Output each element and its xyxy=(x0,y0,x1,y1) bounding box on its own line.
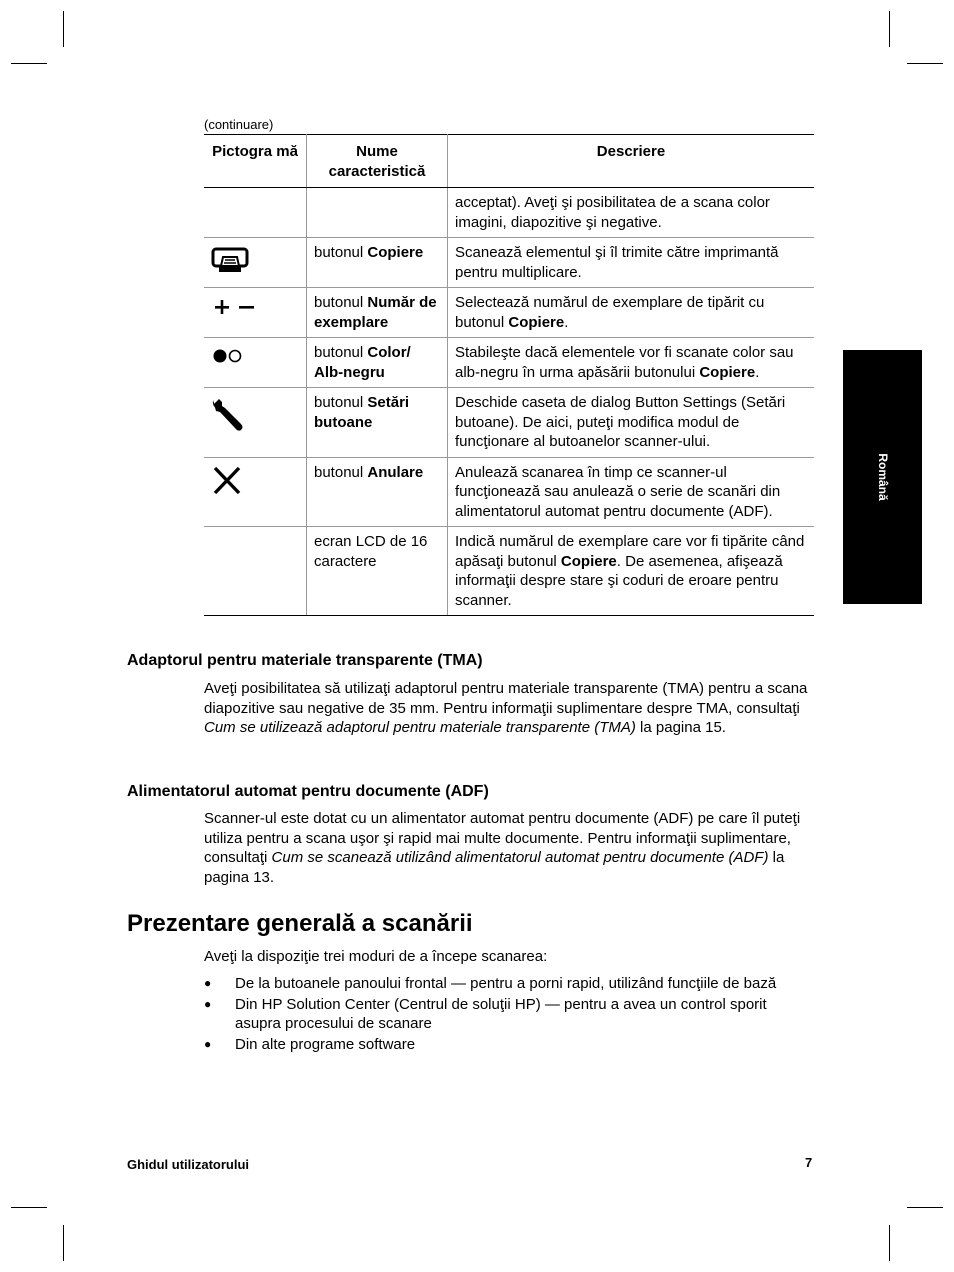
crop-mark xyxy=(889,11,890,47)
icon-cell xyxy=(204,388,307,458)
continuation-label: (continuare) xyxy=(204,117,274,132)
tma-text: Aveţi posibilitatea să utilizaţi adaptorul pentru materiale transparente (TMA) pentru a scana diapozitive sau negative de 35 mm. Pentru informaţii suplimentare despre TMA, consultaţi xyxy=(204,680,808,717)
tma-text-suffix: la pagina 15. xyxy=(635,719,726,736)
feature-name-bold: Color/ Alb-negru xyxy=(314,344,411,381)
description-text: Selectează numărul de exemplare de tipărit cu butonul xyxy=(455,294,765,331)
feature-name-cell xyxy=(307,457,448,527)
description-bold: Copiere xyxy=(508,313,565,331)
adf-paragraph xyxy=(204,809,814,887)
feature-name-prefix: butonul xyxy=(314,344,368,361)
feature-name-prefix: ecran LCD de 16 caractere xyxy=(314,533,428,570)
cancel-x-icon xyxy=(211,466,245,496)
feature-name-prefix: butonul xyxy=(314,294,368,311)
description-bold: Copiere xyxy=(560,552,617,570)
table-row xyxy=(204,288,814,338)
icon-cell xyxy=(204,288,307,338)
feature-name-bold: Copiere xyxy=(367,244,424,261)
list-item: ● Din HP Solution Center (Centrul de soluţii HP) — pentru a avea un control sporit asupra procesului de scanare xyxy=(204,995,814,1034)
language-side-tab xyxy=(843,350,922,604)
list-item: ● Din alte programe software xyxy=(204,1035,814,1055)
feature-name-cell xyxy=(307,388,448,458)
description-text: Indică numărul de exemplare care vor fi tipărite când apăsaţi butonul xyxy=(455,533,805,570)
description-text: Stabileşte dacă elementele vor fi scanate color sau alb-negru în urma apăsării butonului xyxy=(455,344,794,381)
table-row xyxy=(204,338,814,388)
description-text: Scanează elementul şi îl trimite către imprimantă pentru multiplicare. xyxy=(455,244,779,281)
description-cell xyxy=(448,527,815,616)
feature-name-bold: Setări butoane xyxy=(314,394,410,431)
footer-title: Ghidul utilizatorului xyxy=(127,1157,250,1172)
language-label: Română xyxy=(875,453,890,501)
description-text: Anulează scanarea în timp ce scanner-ul funcţionează sau anulează o serie de scanări din alimentatorul automat pentru documente (ADF). xyxy=(455,463,781,520)
features-table xyxy=(204,134,814,616)
feature-name-bold: Anulare xyxy=(367,463,424,481)
column-header-description: Descriere xyxy=(448,135,815,188)
description-cell xyxy=(448,457,815,527)
overview-list xyxy=(204,974,814,1055)
feature-name-cell xyxy=(307,527,448,616)
column-header-icon: Pictogra mă xyxy=(204,135,307,188)
crop-mark xyxy=(907,1207,943,1208)
icon-cell xyxy=(204,338,307,388)
description-cell xyxy=(448,338,815,388)
table-row xyxy=(204,457,814,527)
feature-name-cell xyxy=(307,238,448,288)
feature-name-cell xyxy=(307,338,448,388)
tma-heading: Adaptorul pentru materiale transparente (TMA) xyxy=(127,652,483,669)
icon-cell xyxy=(204,457,307,527)
adf-heading: Alimentatorul automat pentru documente (ADF) xyxy=(127,783,489,800)
overview-intro: Aveţi la dispoziţie trei moduri de a începe scanarea: xyxy=(204,948,548,965)
description-text: acceptat). Aveţi şi posibilitatea de a scana color imagini, diapozitive şi negative. xyxy=(455,194,770,231)
feature-name-bold: Număr de exemplare xyxy=(314,294,437,331)
adf-text: Scanner-ul este dotat cu un alimentator automat pentru documente (ADF) pe care îl puteţi utiliza pentru a scana uşor şi rapid mai multe documente. Pentru informaţii suplimentare, consultaţi xyxy=(204,810,801,866)
icon-cell xyxy=(204,527,307,616)
table-row xyxy=(204,527,814,616)
column-header-name: Nume caracteristică xyxy=(307,135,448,188)
description-cell xyxy=(448,288,815,338)
crop-mark xyxy=(63,11,64,47)
tma-link-title: Cum se utilizează adaptorul pentru materiale transparente (TMA) xyxy=(204,719,636,736)
adf-text-suffix: la pagina 13. xyxy=(204,849,785,886)
feature-name-prefix: butonul xyxy=(314,244,368,261)
crop-mark xyxy=(11,1207,47,1208)
icon-cell xyxy=(204,188,307,238)
table-row xyxy=(204,238,814,288)
crop-mark xyxy=(889,1225,890,1261)
color-bw-icon xyxy=(211,346,247,366)
table-row xyxy=(204,188,814,238)
icon-cell xyxy=(204,238,307,288)
list-item: ● De la butoanele panoului frontal — pentru a porni rapid, utilizând funcţiile de bază xyxy=(204,974,814,994)
crop-mark xyxy=(907,63,943,64)
table-row xyxy=(204,388,814,458)
feature-name-cell xyxy=(307,288,448,338)
description-cell xyxy=(448,188,815,238)
description-cell xyxy=(448,238,815,288)
feature-name-prefix: butonul xyxy=(314,463,368,481)
tma-paragraph xyxy=(204,679,814,738)
description-suffix: . xyxy=(755,363,760,381)
description-suffix: . De asemenea, afişează informaţii despre stare şi coduri de eroare pentru scanner. xyxy=(455,552,783,609)
description-bold: Copiere xyxy=(699,363,756,381)
crop-mark xyxy=(63,1225,64,1261)
description-text: Deschide caseta de dialog Button Settings (Setări butoane). De aici, puteţi modifica modul de funcţionare al butoanelor scanner-ului. xyxy=(455,394,786,450)
copy-printer-icon xyxy=(211,246,251,276)
description-cell xyxy=(448,388,815,458)
adf-link-title: Cum se scanează utilizând alimentatorul automat pentru documente (ADF) xyxy=(271,849,769,866)
description-suffix: . xyxy=(564,313,569,331)
plus-minus-icon xyxy=(211,296,257,318)
feature-name-prefix: butonul xyxy=(314,394,368,411)
page-number: 7 xyxy=(805,1155,813,1170)
crop-mark xyxy=(11,63,47,64)
table-header-row xyxy=(204,135,814,188)
feature-name-cell xyxy=(307,188,448,238)
overview-heading: Prezentare generală a scanării xyxy=(127,910,473,937)
wrench-icon xyxy=(211,396,247,432)
